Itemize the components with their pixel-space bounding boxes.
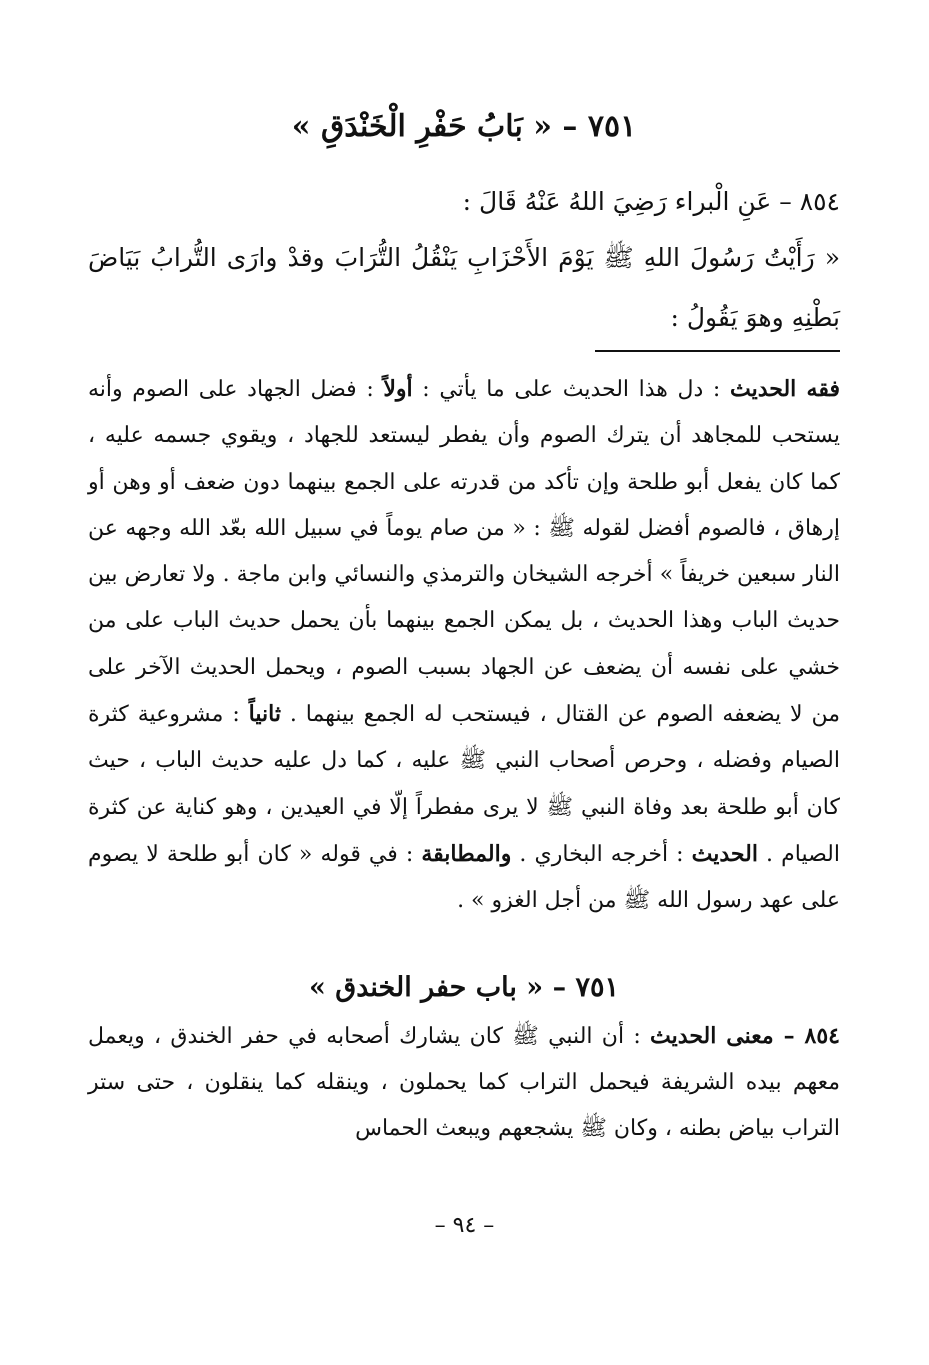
chapter-title-repeat: ٧٥١ – « باب حفر الخندق »	[309, 971, 619, 1003]
page-number: – ٩٤ –	[434, 1213, 495, 1238]
commentary-label: فقه الحديث	[729, 376, 840, 402]
divider	[595, 350, 840, 352]
commentary-part-2: : فضل الجهاد على الصوم وأنه يستحب للمجاهد أن يترك الصوم وأن يفطر ليستعد للجهاد ، ويقوي جسمه عليه ، كما كان يفعل أبو طلحة وإن تأكد من قدرته على الجمع بينهما دون ضعف أو وهن أو إرهاق ، فالصوم أفضل لقوله ﷺ : « من صام يوماً في سبيل الله بعّد الله وجهه عن النار سبعين خريفاً » أخرجه الشيخان والترمذي والنسائي وابن ماجة . ولا تعارض بين حديث الباب وهذا الحديث ، بل يمكن الجمع بينهما بأن يحمل حديث الباب على من خشي على نفسه أن يضعف عن الجهاد بسبب الصوم ، ويحمل الحديث الآخر على من لا يضعفه الصوم عن القتال ، فيستحب له الجمع بينهما .	[88, 377, 841, 728]
chapter-title: ٧٥١ – « بَابُ حَفْرِ الْخَنْدَقِ »	[291, 109, 637, 144]
second-point-label: ثانياً	[248, 701, 281, 728]
meaning-paragraph	[88, 1013, 840, 1152]
commentary-part-4: : أخرجه البخاري .	[511, 841, 692, 867]
commentary-part-5: : في قوله « كان أبو طلحة لا يصوم على عهد رسول الله ﷺ من أجل الغزو » .	[88, 841, 840, 914]
first-point-label: أولاً	[383, 376, 413, 402]
meaning-label: ٨٥٤ – معنى الحديث	[650, 1022, 840, 1049]
hadith-source-label: الحديث	[691, 840, 758, 867]
meaning-text: : أن النبي ﷺ كان يشارك أصحابه في حفر الخندق ، ويعمل معهم بيده الشريفة فيحمل التراب كما يحملون ، وينقله كما ينقلون ، حتى ستر التراب بياض بطنه ، وكان ﷺ يشجعهم ويبعث الحماس	[88, 1023, 840, 1141]
hadith-intro: ٨٥٤ – عَنِ الْبراء رَضِيَ اللهُ عَنْهُ قَالَ :	[462, 187, 840, 216]
matching-label: والمطابقة	[421, 840, 512, 867]
commentary-part-3: : مشروعية كثرة الصيام وفضله ، وحرص أصحاب النبي ﷺ عليه ، كما دل عليه حديث الباب ، حيث كان أبو طلحة بعد وفاة النبي ﷺ لا يرى مفطراً إلّا في العيدين ، وهو كناية عن كثرة الصيام .	[88, 702, 840, 867]
commentary-paragraph	[88, 366, 840, 925]
page-body	[88, 100, 840, 1152]
hadith-text: « رَأَيْتُ رَسُولَ اللهِ ﷺ يَوْمَ الأَحْزَابِ يَنْقُلُ التُّرَابَ وقدْ وارَى التُّرابُ بَيَاضَ بَطْنِهِ وهوَ يَقُولُ :	[88, 243, 840, 332]
commentary-part-1: : دل هذا الحديث على ما يأتي :	[412, 377, 730, 402]
